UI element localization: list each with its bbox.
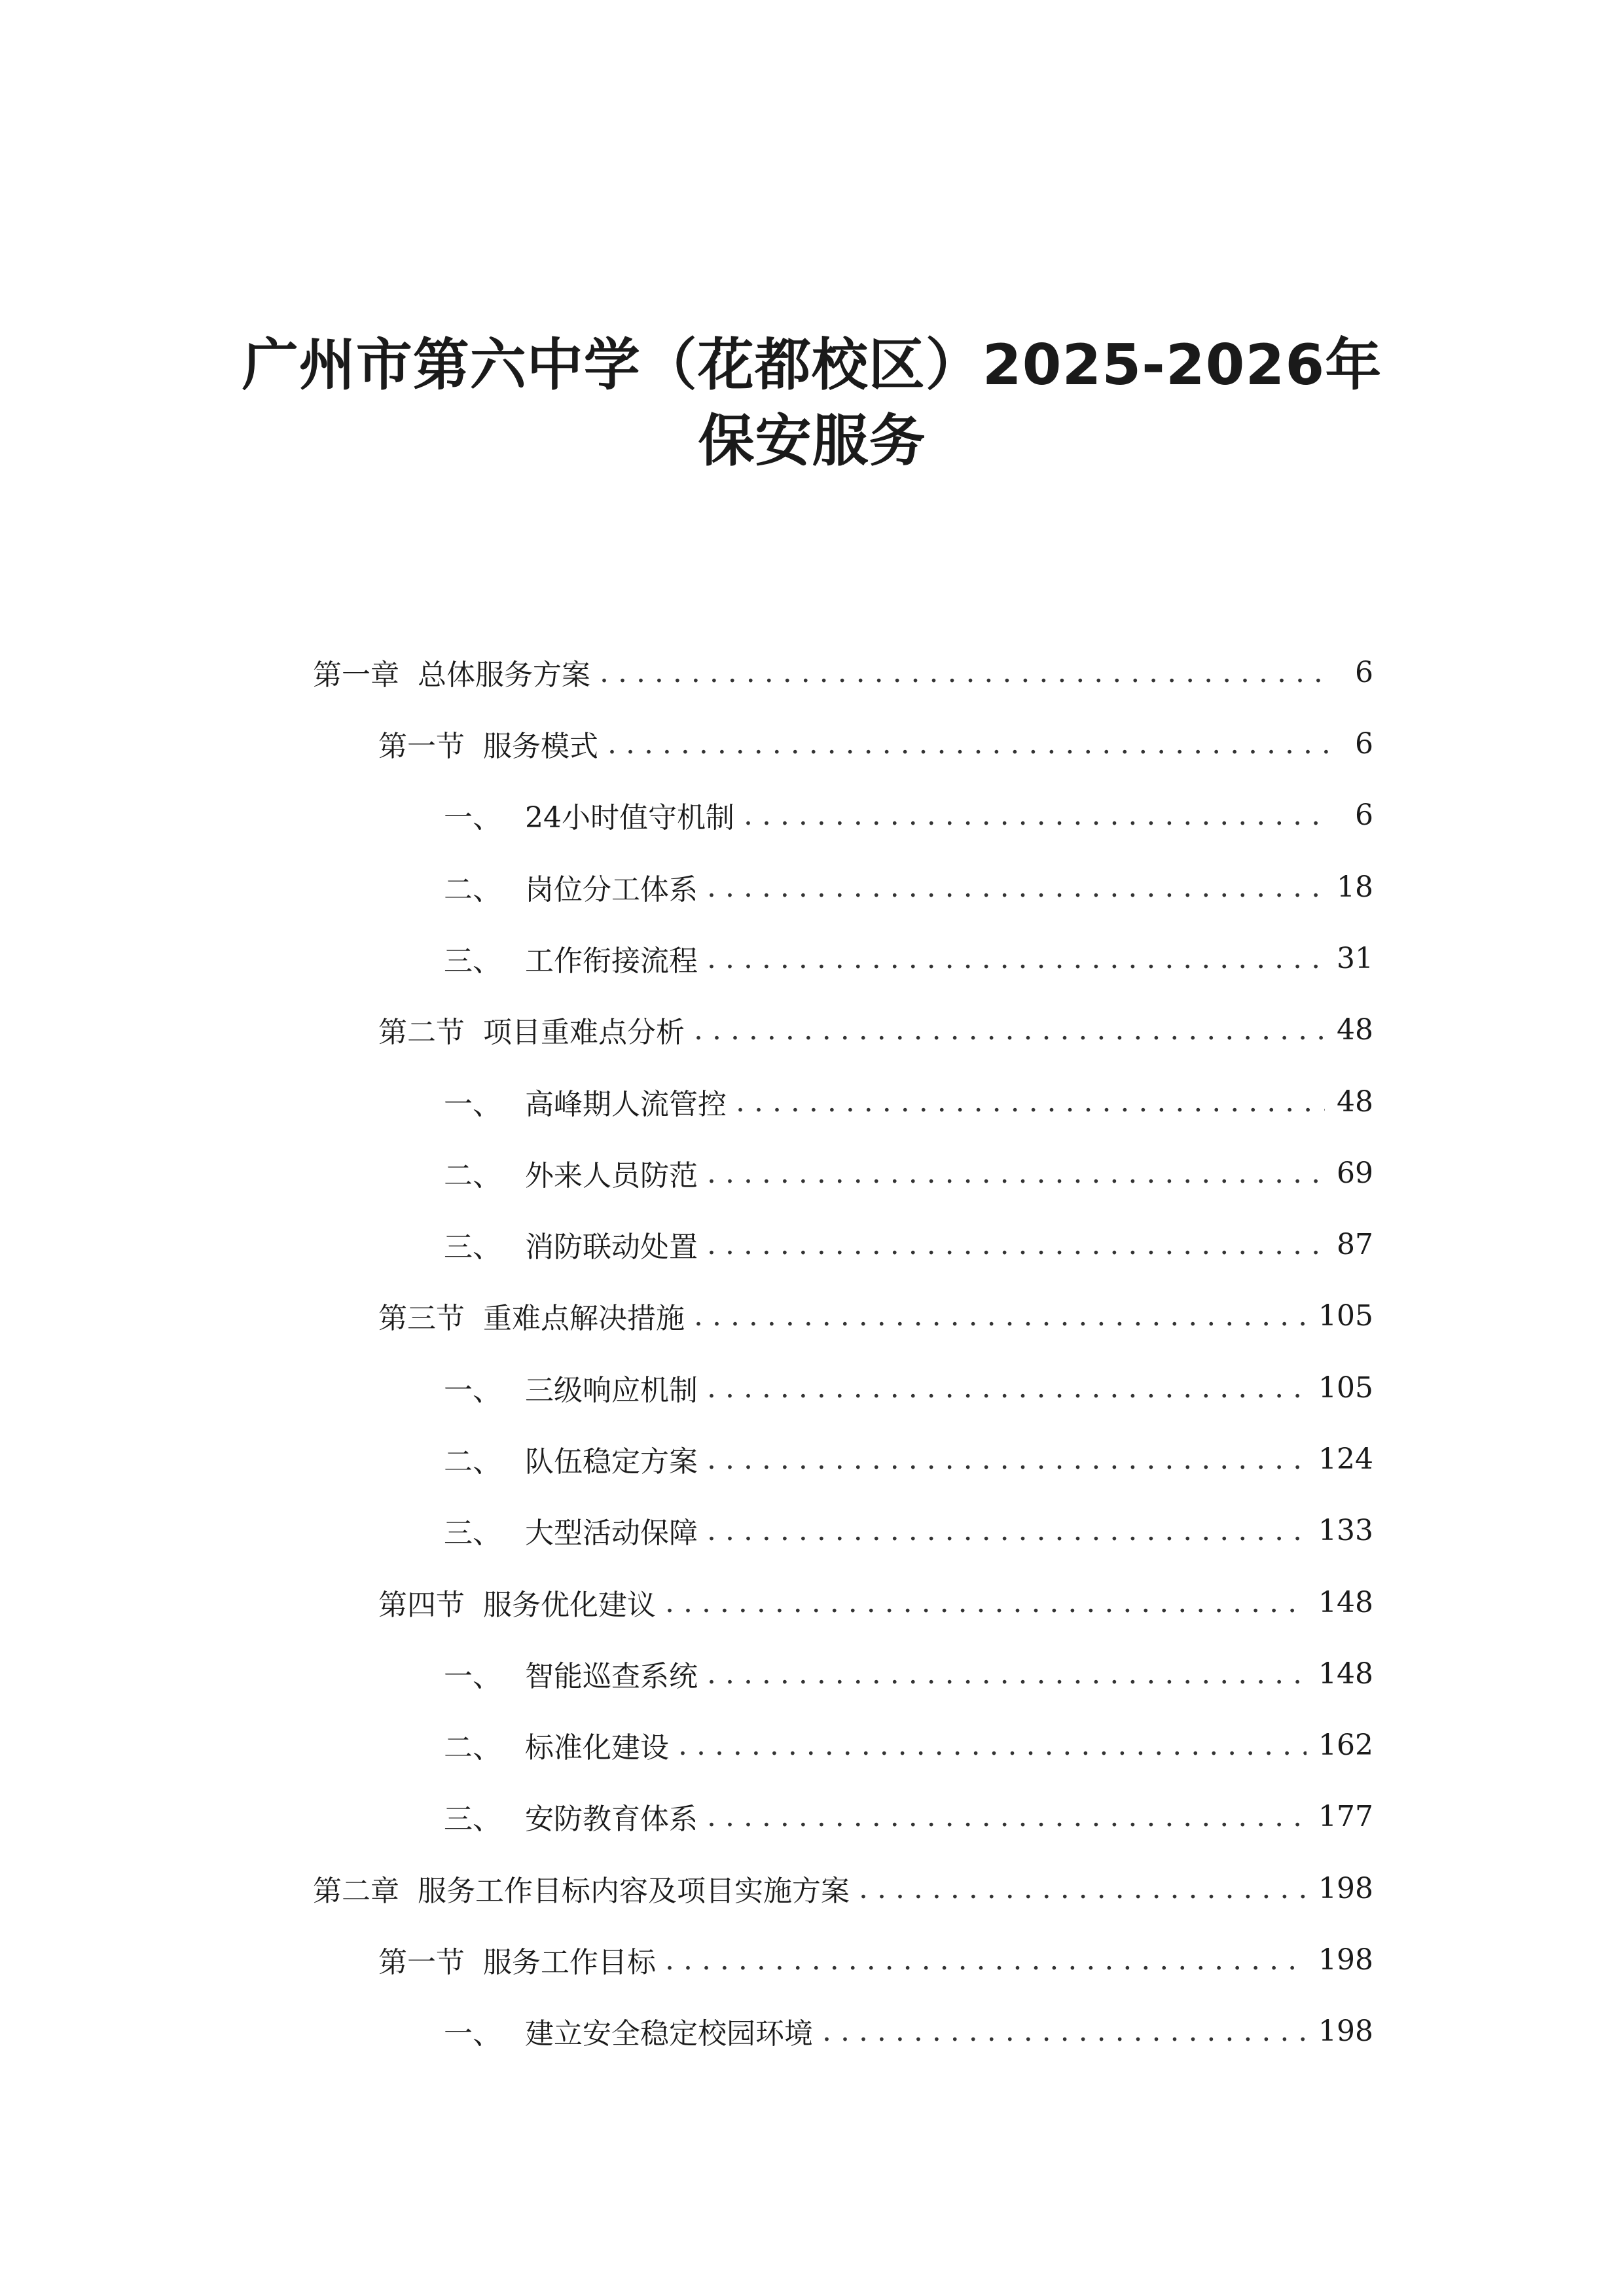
toc-entry-title: 消防联动处置 bbox=[525, 1230, 698, 1264]
toc-entry-page: 6 bbox=[1355, 798, 1373, 832]
toc-leader-dots bbox=[736, 1085, 1325, 1119]
toc-entry-title: 工作衔接流程 bbox=[525, 944, 698, 978]
toc-entry-number: 二、 bbox=[444, 1159, 501, 1193]
toc-leader-dots bbox=[707, 1443, 1307, 1476]
toc-entry-number: 二、 bbox=[444, 1731, 501, 1765]
toc-entry-number: 二、 bbox=[444, 1445, 501, 1479]
toc-entry-title: 服务工作目标 bbox=[483, 1946, 656, 1979]
toc-entry-page: 198 bbox=[1318, 1871, 1373, 1905]
toc-entry-title: 大型活动保障 bbox=[525, 1516, 698, 1550]
toc-entry[interactable] bbox=[444, 1150, 1373, 1196]
toc-entry-number: 第一节 bbox=[378, 730, 465, 763]
toc-entry[interactable] bbox=[444, 2008, 1373, 2054]
toc-entry-number: 一、 bbox=[444, 1374, 501, 1407]
toc-entry[interactable] bbox=[378, 721, 1373, 766]
toc-entry-page: 124 bbox=[1318, 1442, 1373, 1476]
toc-leader-dots bbox=[822, 2015, 1307, 2048]
toc-entry[interactable] bbox=[444, 935, 1373, 981]
toc-leader-dots bbox=[744, 798, 1330, 832]
toc-entry-page: 31 bbox=[1337, 941, 1373, 975]
toc-entry[interactable] bbox=[444, 1651, 1373, 1696]
toc-leader-dots bbox=[707, 1157, 1325, 1190]
toc-entry-number: 一、 bbox=[444, 801, 501, 834]
toc-entry-title: 三级响应机制 bbox=[525, 1374, 698, 1407]
toc-entry-page: 6 bbox=[1355, 726, 1373, 761]
document-title bbox=[0, 327, 1624, 479]
toc-entry-title: 安防教育体系 bbox=[525, 1803, 698, 1836]
toc-entry-title: 智能巡查系统 bbox=[525, 1660, 698, 1693]
toc-entry-page: 105 bbox=[1318, 1371, 1373, 1405]
toc-entry-title: 服务优化建议 bbox=[483, 1588, 656, 1622]
toc-entry-title: 服务模式 bbox=[483, 730, 598, 763]
toc-leader-dots bbox=[707, 870, 1325, 904]
toc-entry[interactable] bbox=[444, 1079, 1373, 1124]
toc-entry-title: 标准化建设 bbox=[525, 1731, 669, 1765]
toc-leader-dots bbox=[694, 1013, 1325, 1047]
toc-entry-page: 105 bbox=[1318, 1299, 1373, 1333]
toc-entry-title: 岗位分工体系 bbox=[525, 873, 698, 906]
title-line-1: 广州市第六中学（花都校区）2025-2026年 bbox=[242, 332, 1382, 398]
toc-entry-title: 建立安全稳定校园环境 bbox=[525, 2017, 813, 2051]
toc-entry-page: 198 bbox=[1318, 1943, 1373, 1977]
toc-entry-title: 24小时值守机制 bbox=[525, 801, 734, 834]
toc-entry[interactable] bbox=[444, 792, 1373, 838]
toc-entry-number: 第四节 bbox=[378, 1588, 465, 1622]
toc-entry-number: 一、 bbox=[444, 1088, 501, 1121]
toc-entry[interactable] bbox=[444, 1507, 1373, 1553]
toc-leader-dots bbox=[707, 1800, 1307, 1833]
toc-entry-page: 48 bbox=[1337, 1013, 1373, 1047]
toc-entry[interactable] bbox=[444, 1436, 1373, 1482]
toc-leader-dots bbox=[707, 1657, 1307, 1691]
toc-entry-page: 48 bbox=[1337, 1085, 1373, 1119]
toc-entry[interactable] bbox=[378, 1937, 1373, 1982]
toc-entry-number: 第二节 bbox=[378, 1016, 465, 1049]
toc-entry[interactable] bbox=[378, 1293, 1373, 1338]
toc-leader-dots bbox=[665, 1943, 1307, 1977]
toc-entry-page: 148 bbox=[1318, 1657, 1373, 1691]
toc-leader-dots bbox=[694, 1299, 1307, 1333]
toc-entry-page: 162 bbox=[1318, 1728, 1373, 1762]
toc-entry-page: 148 bbox=[1318, 1585, 1373, 1619]
toc-entry-number: 第一章 bbox=[313, 658, 399, 692]
toc-entry-number: 一、 bbox=[444, 2017, 501, 2051]
toc-leader-dots bbox=[707, 1228, 1325, 1261]
toc-entry-title: 重难点解决措施 bbox=[483, 1302, 685, 1335]
toc-entry[interactable] bbox=[444, 1221, 1373, 1267]
toc-leader-dots bbox=[707, 1371, 1307, 1405]
toc-leader-dots bbox=[707, 1514, 1307, 1547]
toc-leader-dots bbox=[665, 1586, 1307, 1619]
toc-entry-title: 总体服务方案 bbox=[418, 658, 590, 692]
toc-entry-number: 三、 bbox=[444, 944, 501, 978]
toc-leader-dots bbox=[859, 1872, 1307, 1905]
toc-leader-dots bbox=[607, 727, 1330, 761]
toc-entry-number: 第二章 bbox=[313, 1874, 399, 1908]
toc-entry[interactable] bbox=[444, 864, 1373, 910]
toc-entry[interactable] bbox=[444, 1793, 1373, 1839]
toc-entry-title: 项目重难点分析 bbox=[483, 1016, 685, 1049]
toc-entry[interactable] bbox=[378, 1007, 1373, 1052]
toc-leader-dots bbox=[678, 1729, 1307, 1762]
toc-entry-page: 87 bbox=[1337, 1227, 1373, 1261]
toc-entry-page: 6 bbox=[1355, 655, 1373, 689]
toc-leader-dots bbox=[707, 942, 1325, 975]
toc-entry[interactable] bbox=[378, 1579, 1373, 1625]
toc-entry-title: 服务工作目标内容及项目实施方案 bbox=[418, 1874, 850, 1908]
toc-entry-number: 第三节 bbox=[378, 1302, 465, 1335]
toc-entry-page: 69 bbox=[1337, 1156, 1373, 1190]
toc-entry[interactable] bbox=[313, 1865, 1373, 1911]
toc-leader-dots bbox=[600, 656, 1330, 689]
toc-entry-number: 第一节 bbox=[378, 1946, 465, 1979]
toc-entry-number: 三、 bbox=[444, 1230, 501, 1264]
toc-entry-page: 177 bbox=[1318, 1799, 1373, 1833]
toc-entry-title: 队伍稳定方案 bbox=[525, 1445, 698, 1479]
toc-entry-title: 高峰期人流管控 bbox=[525, 1088, 727, 1121]
toc-entry-number: 三、 bbox=[444, 1803, 501, 1836]
toc-entry-page: 198 bbox=[1318, 2014, 1373, 2048]
toc-entry-page: 133 bbox=[1318, 1513, 1373, 1547]
toc-entry-page: 18 bbox=[1337, 870, 1373, 904]
toc-entry-number: 二、 bbox=[444, 873, 501, 906]
title-line-2: 保安服务 bbox=[698, 408, 926, 474]
toc-entry-number: 三、 bbox=[444, 1516, 501, 1550]
toc-entry-title: 外来人员防范 bbox=[525, 1159, 698, 1193]
toc-entry[interactable] bbox=[444, 1722, 1373, 1768]
toc-entry-number: 一、 bbox=[444, 1660, 501, 1693]
toc-entry[interactable] bbox=[313, 649, 1373, 695]
toc-entry[interactable] bbox=[444, 1365, 1373, 1410]
